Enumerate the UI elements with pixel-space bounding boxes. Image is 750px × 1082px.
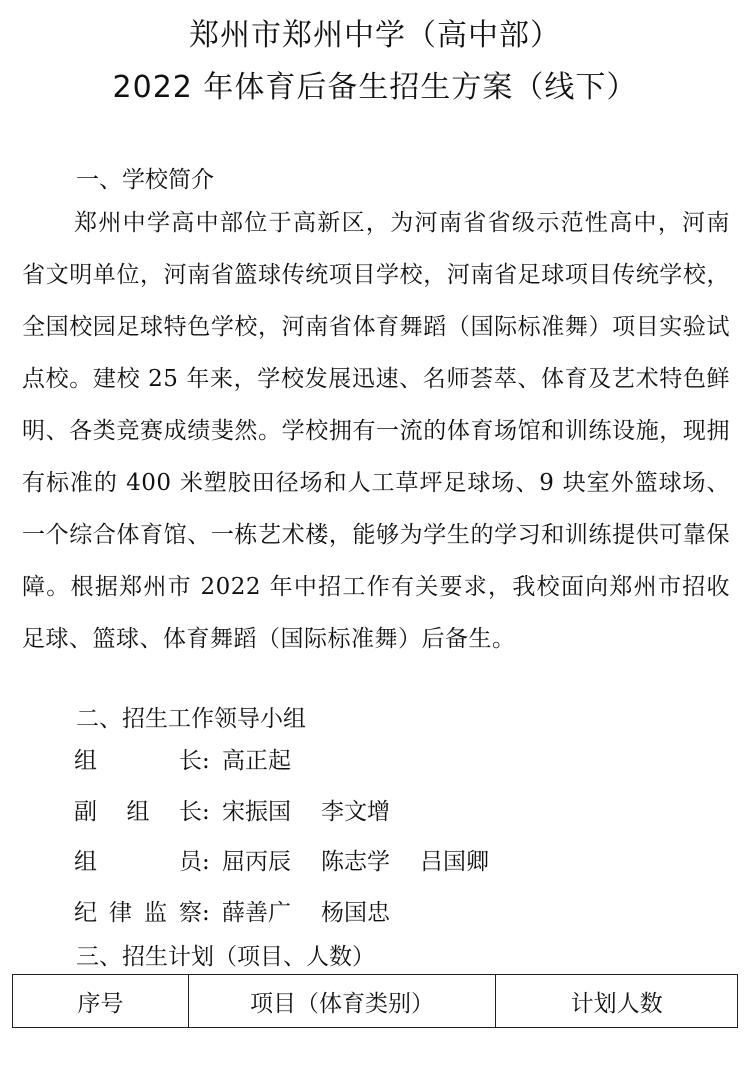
table-header-row (13, 975, 738, 1028)
member-name: 薛善广 (222, 900, 291, 926)
leader-names (216, 846, 519, 878)
colon: : (202, 799, 210, 825)
leader-row-head (74, 745, 321, 777)
leader-names (216, 745, 321, 777)
member-name: 宋振国 (222, 799, 291, 825)
member-name: 高正起 (222, 748, 291, 774)
leader-role: 纪律监察 (74, 900, 202, 926)
enrollment-plan-table (12, 974, 738, 1028)
leader-role: 副组长 (74, 799, 202, 825)
table-header-index: 序号 (13, 975, 189, 1028)
table-header-sport-category: 项目（体育类别） (188, 975, 496, 1028)
member-name: 杨国忠 (321, 900, 390, 926)
leader-row-discipline (74, 897, 420, 929)
leader-names (216, 796, 420, 828)
member-name: 屈丙辰 (222, 849, 291, 875)
section-3-heading: 三、招生计划（项目、人数） (76, 944, 375, 970)
member-name: 李文增 (321, 799, 390, 825)
leader-row-deputy (74, 796, 420, 828)
colon: : (202, 900, 210, 926)
member-name: 陈志学 (321, 849, 390, 875)
leader-role: 组长 (74, 748, 202, 774)
document-title-line-2: 2022 年体育后备生招生方案（线下） (112, 70, 638, 105)
member-name: 吕国卿 (420, 849, 489, 875)
table-header-planned-count: 计划人数 (496, 975, 738, 1028)
colon: : (202, 849, 210, 875)
leader-role: 组员 (74, 849, 202, 875)
leader-row-members (74, 846, 519, 878)
colon: : (202, 748, 210, 774)
document-title-line-1: 郑州市郑州中学（高中部） (189, 18, 561, 53)
section-1-heading: 一、学校简介 (76, 167, 214, 193)
leader-names (216, 897, 420, 929)
school-introduction-paragraph: 郑州中学高中部位于高新区，为河南省省级示范性高中，河南省文明单位，河南省篮球传统项目学校，河南省足球项目传统学校，全国校园足球特色学校，河南省体育舞蹈（国际标准舞）项目实验试点校。建校 25 年来，学校发展迅速、名师荟萃、体育及艺术特色鲜明、各类竞赛成绩斐然。学校拥有一流的体育场馆和训练设施，现拥有标准的 400 米塑胶田径场和人工草坪足球场、9 块室外篮球场、一个综合体育馆、一栋艺术楼，能够为学生的学习和训练提供可靠保障。根据郑州市 2022 年中招工作有关要求，我校面向郑州市招收足球、篮球、体育舞蹈（国际标准舞）后备生。 (22, 210, 730, 652)
section-2-heading: 二、招生工作领导小组 (76, 706, 306, 732)
